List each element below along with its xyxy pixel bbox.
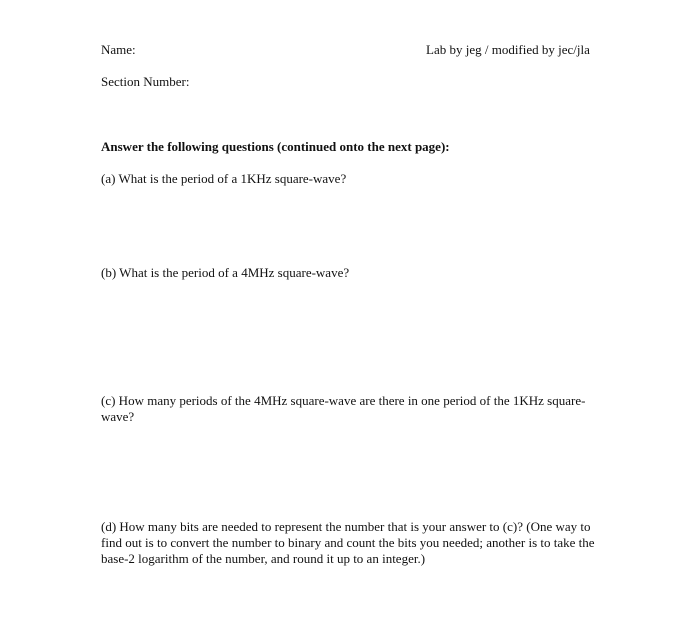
- name-label: Name:: [101, 42, 136, 57]
- instructions-heading: Answer the following questions (continued onto the next page):: [101, 139, 450, 154]
- section-number-label: Section Number:: [101, 74, 190, 89]
- question-c: (c) How many periods of the 4MHz square-wave are there in one period of the 1KHz square-wave?: [101, 393, 586, 424]
- lab-credit: Lab by jeg / modified by jec/jla: [426, 42, 590, 57]
- question-b: (b) What is the period of a 4MHz square-wave?: [101, 265, 350, 280]
- question-d: (d) How many bits are needed to represent the number that is your answer to (c)? (One way to find out is to convert the number to binary and count the bits you needed; another is to take the base-2 logarithm of the number, and round it up to an integer.): [101, 519, 595, 566]
- question-a: (a) What is the period of a 1KHz square-wave?: [101, 171, 347, 186]
